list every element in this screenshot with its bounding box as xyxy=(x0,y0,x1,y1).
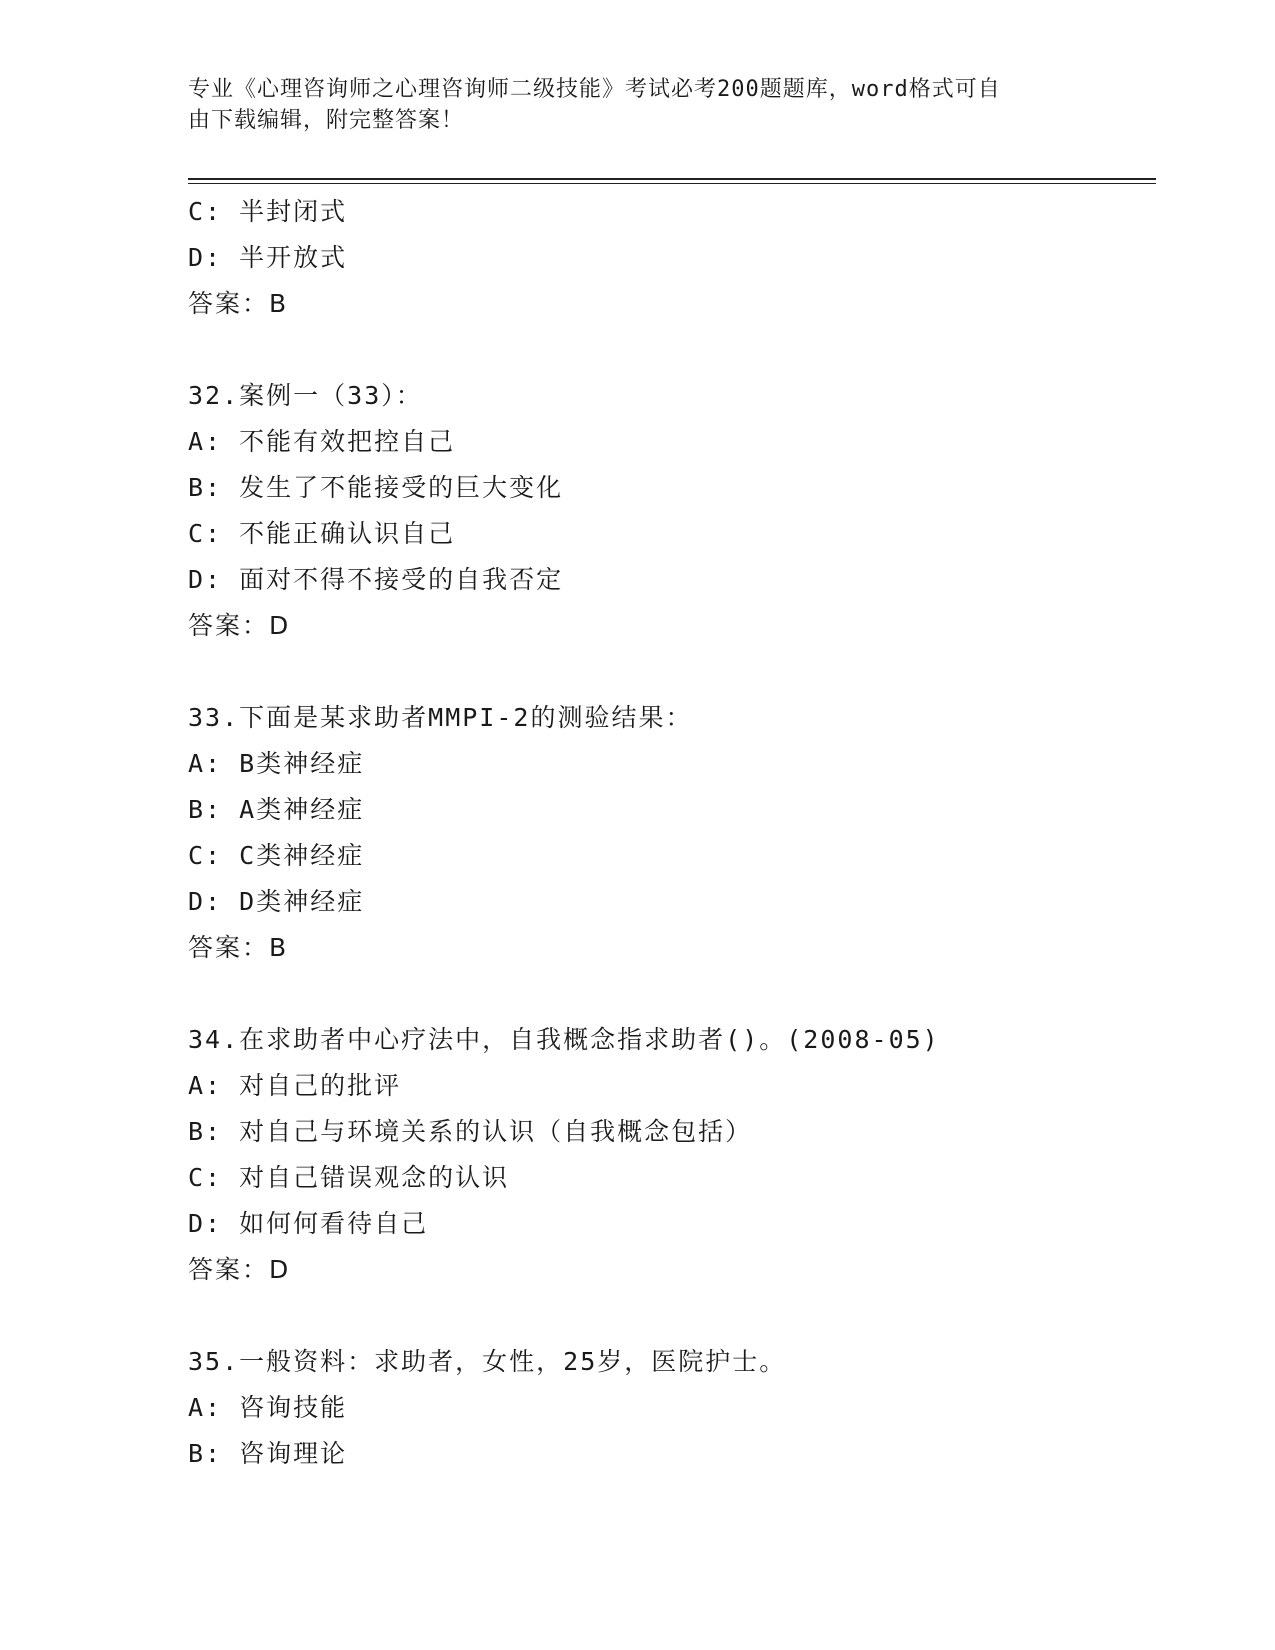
question-fragment xyxy=(188,189,1156,327)
option-b: B: 对自己与环境关系的认识（自我概念包括） xyxy=(188,1117,753,1146)
answer-line: 答案：D xyxy=(188,611,291,640)
question-stem: 33.下面是某求助者MMPI-2的测验结果： xyxy=(188,703,693,732)
question-34 xyxy=(188,1017,1156,1293)
spacer xyxy=(188,327,1156,373)
option-d: D: 如何何看待自己 xyxy=(188,1209,429,1238)
option-b: B: 咨询理论 xyxy=(188,1439,348,1468)
answer-line: 答案：B xyxy=(188,289,289,318)
header-divider-thin xyxy=(188,183,1156,184)
spacer xyxy=(188,1293,1156,1339)
document-header xyxy=(188,74,1068,136)
question-32 xyxy=(188,373,1156,649)
option-c: C: 对自己错误观念的认识 xyxy=(188,1163,510,1192)
answer-line: 答案：B xyxy=(188,933,289,962)
option-a: A: B类神经症 xyxy=(188,749,365,778)
option-c: C: C类神经症 xyxy=(188,841,365,870)
question-stem: 32.案例一（33）： xyxy=(188,381,423,410)
option-c: C: 半封闭式 xyxy=(188,197,348,226)
question-35 xyxy=(188,1339,1156,1477)
option-d: D: 半开放式 xyxy=(188,243,348,272)
header-divider-thick xyxy=(188,178,1156,180)
option-b: B: 发生了不能接受的巨大变化 xyxy=(188,473,564,502)
option-a: A: 对自己的批评 xyxy=(188,1071,402,1100)
header-line-1: 专业《心理咨询师之心理咨询师二级技能》考试必考200题题库，word格式可自 xyxy=(188,77,1001,102)
option-a: A: 不能有效把控自己 xyxy=(188,427,456,456)
option-d: D: 面对不得不接受的自我否定 xyxy=(188,565,564,594)
spacer xyxy=(188,971,1156,1017)
option-a: A: 咨询技能 xyxy=(188,1393,348,1422)
answer-line: 答案：D xyxy=(188,1255,291,1284)
spacer xyxy=(188,649,1156,695)
option-b: B: A类神经症 xyxy=(188,795,365,824)
question-stem: 35.一般资料：求助者，女性，25岁，医院护士。 xyxy=(188,1347,787,1376)
header-line-2: 由下载编辑，附完整答案！ xyxy=(188,108,465,133)
option-d: D: D类神经症 xyxy=(188,887,365,916)
question-list xyxy=(188,189,1156,1477)
option-c: C: 不能正确认识自己 xyxy=(188,519,456,548)
question-33 xyxy=(188,695,1156,971)
question-stem: 34.在求助者中心疗法中，自我概念指求助者()。(2008-05) xyxy=(188,1025,940,1054)
